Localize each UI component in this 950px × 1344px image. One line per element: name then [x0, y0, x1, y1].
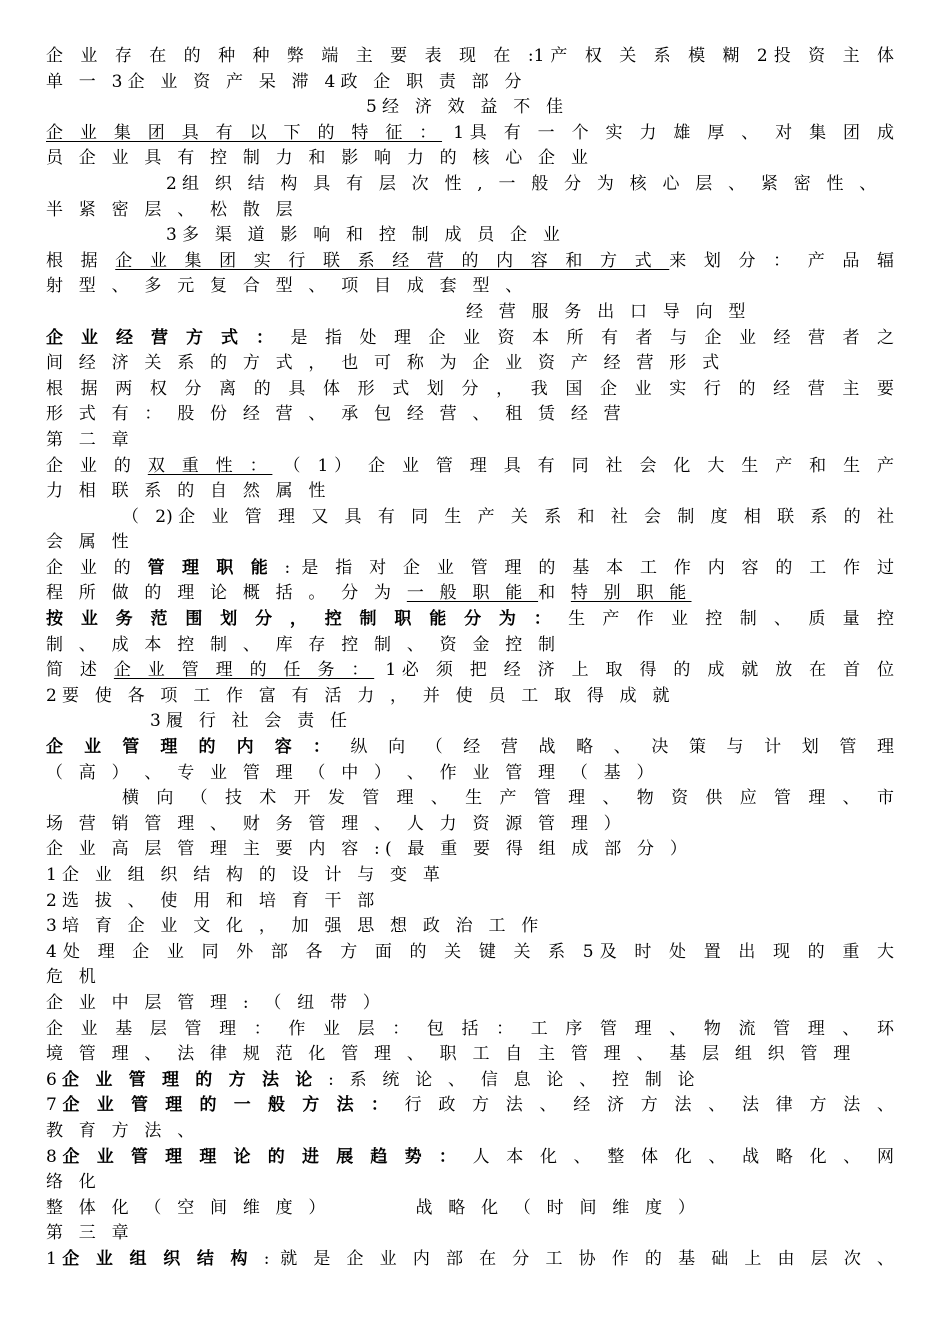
underlined-phrase: 企 业 集 团 实 行 联 系 经 营 的 内 容 和 方 式 [115, 250, 670, 271]
chapter-heading: 第 二 章 [46, 429, 134, 450]
text-line: 间 经 济 关 系 的 方 式 ， 也 可 称 为 企 业 资 产 经 营 形 式 [46, 353, 725, 374]
text-line: 根 据 两 权 分 离 的 具 体 形 式 划 分 ， 我 国 企 业 实 行 的 经 营 主 要 [46, 378, 894, 399]
text-span: : 就 是 企 业 内 部 在 分 工 协 作 的 基 础 上 由 层 次 、 [252, 1248, 894, 1269]
chapter-heading: 第 三 章 [46, 1223, 134, 1244]
text-line [46, 454, 894, 480]
bold-heading: 企 业 组 织 结 构 [56, 1248, 253, 1269]
bold-heading: 企 业 管 理 的 方 法 论 [62, 1069, 318, 1090]
text-line [46, 1068, 894, 1094]
text-line: 单 一 3企 业 资 产 呆 滞 4政 企 职 责 部 分 [46, 71, 527, 92]
text-line: 企 业 基 层 管 理 ： 作 业 层 ： 包 括 ： 工 序 管 理 、 物 流 管 理 、 环 [46, 1018, 894, 1039]
text-span: 来 划 分 ： 产 品 辐 [669, 250, 894, 271]
text-span: 7 [46, 1095, 57, 1116]
text-span: : 是 指 对 企 业 管 理 的 基 本 工 作 内 容 的 工 作 过 [273, 557, 894, 578]
text-span: 企 业 的 [46, 455, 148, 476]
text-line: 企 业 中 层 管 理 : （ 纽 带 ） [46, 992, 385, 1013]
text-line: 会 属 性 [46, 532, 134, 553]
text-span: （ 1） 企 业 管 理 具 有 同 社 会 化 大 生 产 和 生 产 [272, 455, 894, 476]
text-line: 境 管 理 、 法 律 规 范 化 管 理 、 职 工 自 主 管 理 、 基 层 组 织 管 理 [46, 1044, 856, 1065]
text-line: 2组 织 结 构 具 有 层 次 性 , 一 般 分 为 核 心 层 、 紧 密 性 、 [166, 173, 882, 194]
text-line: 5经 济 效 益 不 佳 [366, 97, 569, 118]
text-line [46, 1247, 894, 1273]
text-line: 形 式 有 ： 股 份 经 营 、 承 包 经 营 、 租 赁 经 营 [46, 404, 626, 425]
text-line [46, 326, 894, 352]
text-line: 络 化 [46, 1172, 102, 1193]
underlined-heading: 企 业 集 团 具 有 以 下 的 特 征 ： [46, 122, 443, 143]
text-line: 整 体 化 （ 空 间 维 度 ） 战 略 化 （ 时 间 维 度 ） [46, 1197, 701, 1218]
text-span: 程 所 做 的 理 论 概 括 。 分 为 [46, 583, 407, 604]
text-line [46, 658, 894, 684]
text-line: 员 企 业 具 有 控 制 力 和 影 响 力 的 核 心 企 业 [46, 148, 594, 169]
text-line: 力 相 联 系 的 自 然 属 性 [46, 481, 331, 502]
text-span: 行 政 方 法 、 经 济 方 法 、 法 律 方 法 、 [393, 1095, 894, 1116]
text-span: 1 [46, 1248, 57, 1269]
document-page [46, 44, 894, 1273]
bold-heading: 管 理 职 能 [147, 557, 274, 578]
text-line: 横 向 （ 技 术 开 发 管 理 、 生 产 管 理 、 物 资 供 应 管 理 、 市 [122, 788, 894, 809]
text-line: 4处 理 企 业 同 外 部 各 方 面 的 关 键 关 系 5及 时 处 置 出 现 的 重 大 [46, 941, 894, 962]
text-line: 危 机 [46, 967, 102, 988]
text-line: （ 高 ） 、 专 业 管 理 （ 中 ） 、 作 业 管 理 （ 基 ） [46, 762, 659, 783]
text-span: 是 指 处 理 企 业 资 本 所 有 者 与 企 业 经 营 者 之 [279, 327, 894, 348]
text-span: 1必 须 把 经 济 上 取 得 的 成 就 放 在 首 位 [374, 660, 894, 681]
text-line: 教 育 方 法 、 [46, 1120, 200, 1141]
text-span: 企 业 的 [46, 557, 148, 578]
text-line: 1企 业 组 织 结 构 的 设 计 与 变 革 [46, 865, 446, 885]
text-line [46, 735, 894, 761]
text-line [46, 249, 894, 275]
bold-heading: 企 业 管 理 的 内 容 ： [46, 737, 338, 758]
text-line: 3履 行 社 会 责 任 [150, 711, 353, 732]
bold-heading: 企 业 管 理 的 一 般 方 法 ： [56, 1095, 394, 1116]
text-line [46, 607, 894, 633]
text-span: 和 [538, 583, 571, 604]
text-span: 根 据 [46, 250, 116, 271]
text-span: 人 本 化 、 整 体 化 、 战 略 化 、 网 [461, 1146, 894, 1167]
text-line: 企 业 存 在 的 种 种 弊 端 主 要 表 现 在 :1产 权 关 系 模 糊 2投 资 主 体 [46, 46, 894, 66]
bold-heading: 按 业 务 范 围 划 分 ， 控 制 职 能 分 为 ： [46, 609, 557, 630]
text-line: 场 营 销 管 理 、 财 务 管 理 、 人 力 资 源 管 理 ） [46, 813, 626, 834]
text-line [46, 581, 894, 607]
text-span: 1具 有 一 个 实 力 雄 厚 、 对 集 团 成 [442, 122, 894, 143]
bold-heading: 企 业 经 营 方 式 ： [46, 327, 280, 348]
text-line: （ 2)企 业 管 理 又 具 有 同 生 产 关 系 和 社 会 制 度 相 联 系 的 社 [122, 506, 894, 527]
text-line: 射 型 、 多 元 复 合 型 、 项 目 成 套 型 、 [46, 276, 528, 297]
underlined-phrase: 双 重 性 ： [147, 455, 273, 476]
text-span: 生 产 作 业 控 制 、 质 量 控 [556, 609, 894, 630]
underlined-phrase: 特 别 职 能 [570, 583, 692, 604]
underlined-phrase: 企 业 管 理 的 任 务 ： [113, 660, 375, 681]
text-line: 制 、 成 本 控 制 、 库 存 控 制 、 资 金 控 制 [46, 634, 561, 655]
text-span: 简 述 [46, 660, 114, 681]
text-line: 企 业 高 层 管 理 主 要 内 容 :( 最 重 要 得 组 成 部 分 ） [46, 839, 693, 860]
text-line [46, 1093, 894, 1119]
text-line: 半 紧 密 层 、 松 散 层 [46, 199, 298, 220]
text-line [46, 121, 894, 147]
text-span: 8 [46, 1146, 57, 1167]
text-line [46, 556, 894, 582]
text-span: 6 [46, 1069, 63, 1090]
text-line: 经 营 服 务 出 口 导 向 型 [466, 301, 751, 322]
text-span: 纵 向 （ 经 营 战 略 、 决 策 与 计 划 管 理 [337, 737, 894, 758]
text-line: 2选 拔 、 使 用 和 培 育 干 部 [46, 890, 380, 911]
underlined-phrase: 一 般 职 能 [406, 583, 539, 604]
text-line: 2要 使 各 项 工 作 富 有 活 力 ， 并 使 员 工 取 得 成 就 [46, 685, 675, 706]
text-line: 3多 渠 道 影 响 和 控 制 成 员 企 业 [166, 225, 566, 246]
text-span: : 系 统 论 、 信 息 论 、 控 制 论 [317, 1069, 700, 1090]
bold-heading: 企 业 管 理 理 论 的 进 展 趋 势 ： [56, 1146, 462, 1167]
text-line: 3培 育 企 业 文 化 ， 加 强 思 想 政 治 工 作 [46, 916, 544, 937]
text-line [46, 1145, 894, 1171]
